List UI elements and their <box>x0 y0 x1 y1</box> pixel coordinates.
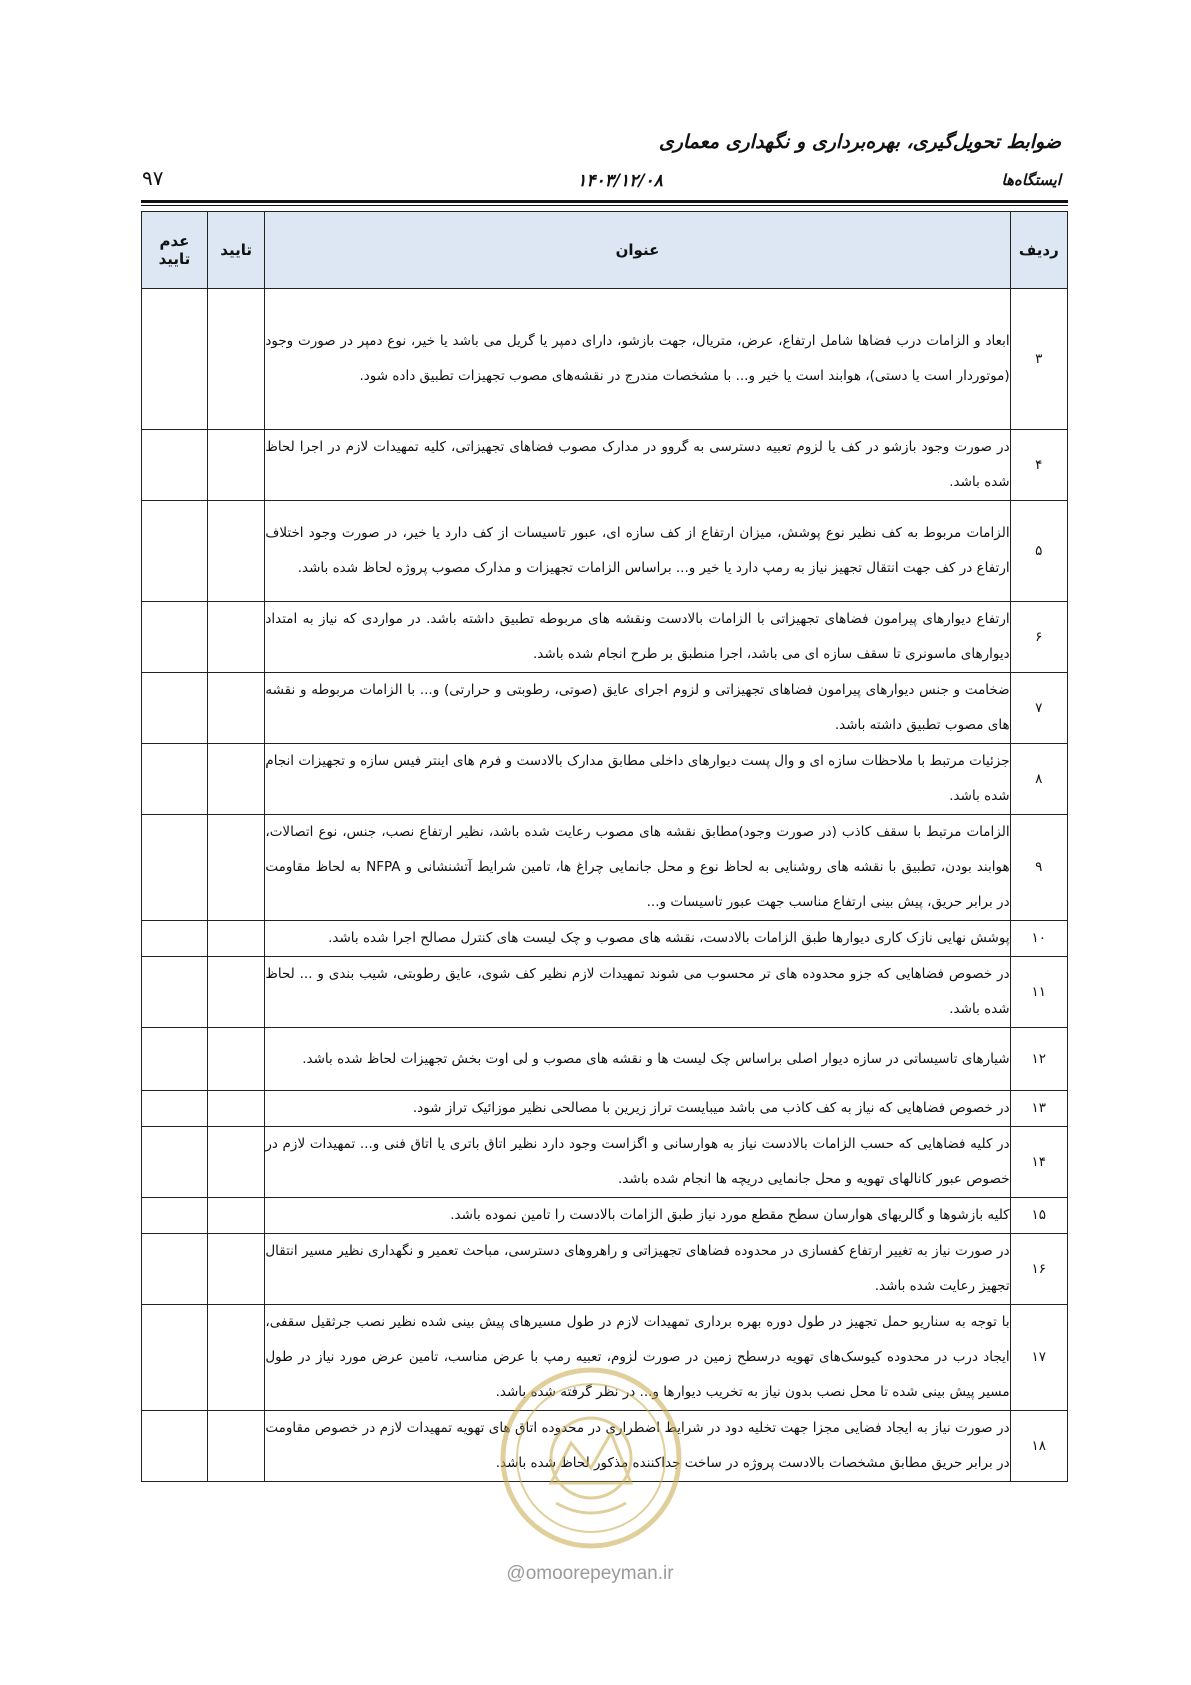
table-row <box>142 430 1068 501</box>
header-approve: تایید <box>207 212 264 289</box>
document-title: ضوابط تحویل‌گیری، بهره‌برداری و نگهداری معماری <box>658 131 1061 153</box>
header-rule-thick <box>141 200 1068 203</box>
reject-cell[interactable] <box>142 1028 208 1091</box>
row-number: ۶ <box>1010 602 1067 673</box>
row-number: ۱۳ <box>1010 1091 1067 1127</box>
approve-cell[interactable] <box>207 501 264 602</box>
row-number: ۱۲ <box>1010 1028 1067 1091</box>
row-title: پوشش نهایی نازک کاری دیوارها طبق الزامات بالادست، نقشه های مصوب و چک لیست های کنترل مصالح اجرا شده باشد. <box>265 921 1010 957</box>
document-date: ۱۴۰۳/۱۲/۰۸ <box>577 171 663 191</box>
reject-cell[interactable] <box>142 501 208 602</box>
header-title: عنوان <box>265 212 1010 289</box>
seal-watermark <box>496 1363 686 1553</box>
watermark-site: @omoorepeyman.ir <box>506 1563 674 1584</box>
reject-cell[interactable] <box>142 744 208 815</box>
table-row <box>142 1091 1068 1127</box>
row-title: در خصوص فضاهایی که جزو محدوده های تر محسوب می شوند تمهیدات لازم نظیر کف شوی، عایق رطوبتی، شیب بندی و ... لحاظ شده باشد. <box>265 957 1010 1028</box>
approve-cell[interactable] <box>207 1234 264 1305</box>
row-number: ۳ <box>1010 289 1067 430</box>
row-title: در صورت نیاز به تغییر ارتفاع کفسازی در محدوده فضاهای تجهیزاتی و راهروهای دسترسی، مباحث تعمیر و نگهداری نظیر مسیر انتقال تجهیز رعایت شده باشد. <box>265 1234 1010 1305</box>
approve-cell[interactable] <box>207 744 264 815</box>
approve-cell[interactable] <box>207 1091 264 1127</box>
row-title: ابعاد و الزامات درب فضاها شامل ارتفاع، عرض، متریال، جهت بازشو، دارای دمپر یا گریل می باشد یا خیر، نوع دمپر در صورت وجود (موتوردار است یا دستی)، هوابند است یا خیر و... با مشخصات مندرج در نقشه‌های مصوب تجهیزات تطبیق داده شود. <box>265 289 1010 430</box>
row-title: در صورت نیاز به ایجاد فضایی مجزا جهت تخلیه دود در شرایط اضطراری در محدوده اتاق های تهویه تمهیدات لازم در خصوص مقاومت در برابر حریق مطابق مشخصات بالادست پروژه در ساخت جداکننده مذکور لحاظ شده باشد. <box>265 1411 1010 1482</box>
approve-cell[interactable] <box>207 289 264 430</box>
table-row <box>142 1127 1068 1198</box>
approve-cell[interactable] <box>207 602 264 673</box>
reject-cell[interactable] <box>142 921 208 957</box>
reject-cell[interactable] <box>142 289 208 430</box>
reject-cell[interactable] <box>142 1091 208 1127</box>
row-number: ۸ <box>1010 744 1067 815</box>
table-row <box>142 602 1068 673</box>
row-title: ضخامت و جنس دیوارهای پیرامون فضاهای تجهیزاتی و لزوم اجرای عایق (صوتی، رطوبتی و حرارتی) و... با الزامات مربوطه و نقشه های مصوب تطبیق داشته باشد. <box>265 673 1010 744</box>
reject-cell[interactable] <box>142 602 208 673</box>
table-row <box>142 501 1068 602</box>
approve-cell[interactable] <box>207 1411 264 1482</box>
row-title: جزئیات مرتبط با ملاحظات سازه ای و وال پست دیوارهای داخلی مطابق مدارک بالادست و فرم های اینتر فیس سازه و تجهیزات انجام شده باشد. <box>265 744 1010 815</box>
header-row-number: ردیف <box>1010 212 1067 289</box>
table-row <box>142 1028 1068 1091</box>
reject-cell[interactable] <box>142 1127 208 1198</box>
header-reject: عدم تایید <box>142 212 208 289</box>
reject-cell[interactable] <box>142 957 208 1028</box>
approve-cell[interactable] <box>207 1198 264 1234</box>
row-number: ۹ <box>1010 815 1067 921</box>
document-subtitle: ایستگاه‌ها <box>1001 171 1061 189</box>
table-row <box>142 744 1068 815</box>
row-number: ۱۶ <box>1010 1234 1067 1305</box>
row-title: کلیه بازشوها و گالریهای هوارسان سطح مقطع مورد نیاز طبق الزامات بالادست را تامین نموده باشد. <box>265 1198 1010 1234</box>
row-number: ۱۸ <box>1010 1411 1067 1482</box>
row-number: ۱۵ <box>1010 1198 1067 1234</box>
seal-icon <box>503 1370 679 1546</box>
table-row <box>142 921 1068 957</box>
row-number: ۱۰ <box>1010 921 1067 957</box>
table-row <box>142 957 1068 1028</box>
row-number: ۴ <box>1010 430 1067 501</box>
approve-cell[interactable] <box>207 957 264 1028</box>
row-number: ۱۱ <box>1010 957 1067 1028</box>
reject-cell[interactable] <box>142 815 208 921</box>
row-number: ۵ <box>1010 501 1067 602</box>
reject-cell[interactable] <box>142 1198 208 1234</box>
reject-cell[interactable] <box>142 1234 208 1305</box>
row-number: ۱۷ <box>1010 1305 1067 1411</box>
approve-cell[interactable] <box>207 430 264 501</box>
approve-cell[interactable] <box>207 1305 264 1411</box>
row-title: الزامات مرتبط با سقف کاذب (در صورت وجود)مطابق نقشه های مصوب رعایت شده باشد، نظیر ارتفاع نصب، جنس، نوع اتصالات، هوابند بودن، تطبیق با نقشه های روشنایی به لحاظ نوع و محل جانمایی چراغ ها، تامین شرایط آتشنشانی و NFPA به لحاظ مقاومت در برابر حریق، پیش بینی ارتفاع مناسب جهت عبور تاسیسات و... <box>265 815 1010 921</box>
row-title: ارتفاع دیوارهای پیرامون فضاهای تجهیزاتی با الزامات بالادست ونقشه های مربوطه تطبیق داشته باشد. در مواردی که نیاز به امتداد دیوارهای ماسونری تا سقف سازه ای می باشد، اجرا منطبق بر طرح انجام شده باشد. <box>265 602 1010 673</box>
page-number: ۹۷ <box>142 166 164 190</box>
reject-cell[interactable] <box>142 430 208 501</box>
table-body <box>142 289 1068 1482</box>
row-number: ۱۴ <box>1010 1127 1067 1198</box>
row-title: در خصوص فضاهایی که نیاز به کف کاذب می باشد میبایست تراز زیرین با مصالحی نظیر موزائیک تراز شود. <box>265 1091 1010 1127</box>
row-title: در صورت وجود بازشو در کف یا لزوم تعبیه دسترسی به گروو در مدارک مصوب فضاهای تجهیزاتی، کلیه تمهیدات لازم در اجرا لحاظ شده باشد. <box>265 430 1010 501</box>
approve-cell[interactable] <box>207 1028 264 1091</box>
approve-cell[interactable] <box>207 1127 264 1198</box>
reject-cell[interactable] <box>142 673 208 744</box>
table-row <box>142 673 1068 744</box>
reject-cell[interactable] <box>142 1411 208 1482</box>
approve-cell[interactable] <box>207 673 264 744</box>
approve-cell[interactable] <box>207 815 264 921</box>
checklist-table <box>141 211 1068 1482</box>
row-title: با توجه به سناریو حمل تجهیز در طول دوره بهره برداری تمهیدات لازم در طول مسیرهای پیش بینی شده نظیر نصب جرثقیل سقفی، ایجاد درب در محدوده کیوسک‌های تهویه درسطح زمین در صورت لزوم، تعبیه رمپ با عرض مناسب، تامین عرض مورد نیاز در طول مسیر پیش بینی شده تا محل نصب بدون نیاز به تخریب دیوارها و... در نظر گرفته شده باشد. <box>265 1305 1010 1411</box>
table-header-row <box>142 212 1068 289</box>
header-rule-thin <box>141 205 1068 206</box>
row-title: شیارهای تاسیساتی در سازه دیوار اصلی براساس چک لیست ها و نقشه های مصوب و لی اوت بخش تجهیزات لحاظ شده باشد. <box>265 1028 1010 1091</box>
row-title: الزامات مربوط به کف نظیر نوع پوشش، میزان ارتفاع از کف سازه ای، عبور تاسیسات از کف دارد یا خیر، در صورت وجود اختلاف ارتفاع در کف جهت انتقال تجهیز نیاز به رمپ دارد یا خیر و... براساس الزامات تجهیزات و مدارک مصوب پروژه لحاظ شده باشد. <box>265 501 1010 602</box>
approve-cell[interactable] <box>207 921 264 957</box>
table-row <box>142 815 1068 921</box>
row-number: ۷ <box>1010 673 1067 744</box>
reject-cell[interactable] <box>142 1305 208 1411</box>
table-row <box>142 1234 1068 1305</box>
row-title: در کلیه فضاهایی که حسب الزامات بالادست نیاز به هوارسانی و اگزاست وجود دارد نظیر اتاق باتری یا اتاق فنی و... تمهیدات لازم در خصوص عبور کانالهای تهویه و محل جانمایی دریچه ها انجام شده باشد. <box>265 1127 1010 1198</box>
table-row <box>142 289 1068 430</box>
table-row <box>142 1198 1068 1234</box>
